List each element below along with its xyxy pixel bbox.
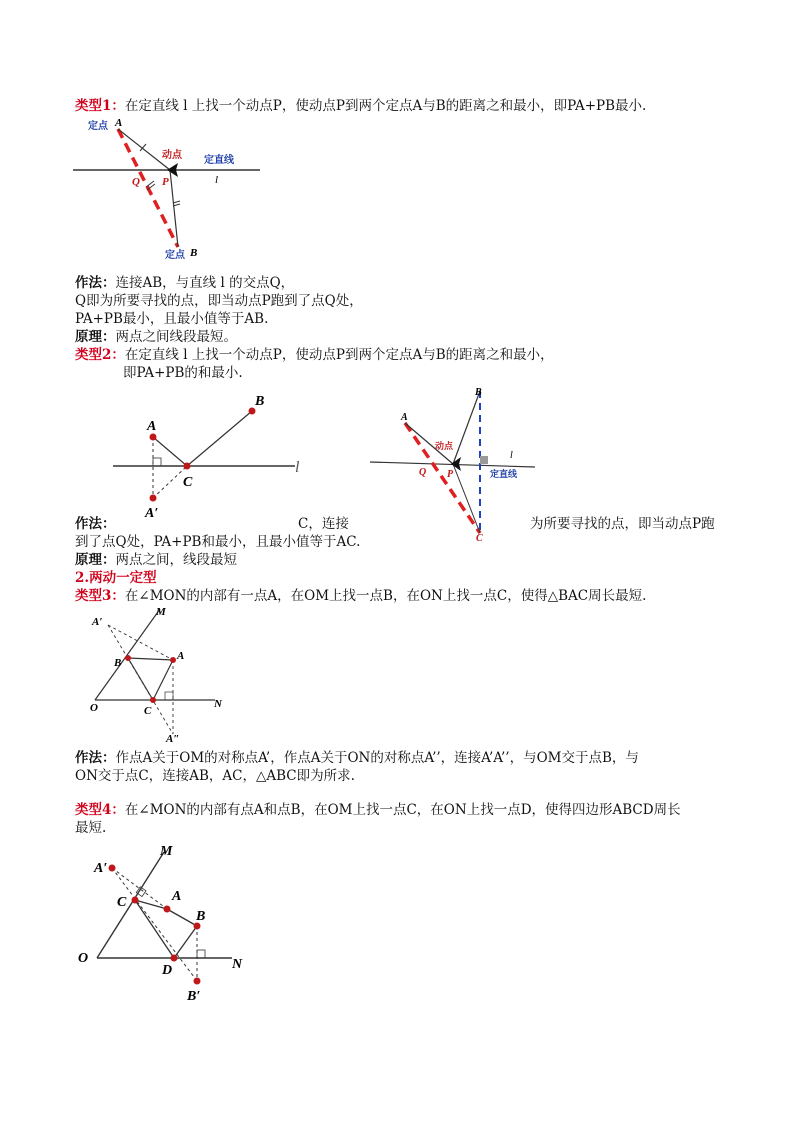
label-o: O: [90, 702, 98, 714]
label-m: M: [160, 844, 173, 859]
label-fixed-point-a: 定点: [88, 121, 108, 132]
point-a: [164, 906, 171, 913]
segment-ba: [128, 658, 173, 660]
label-l: l: [510, 450, 513, 461]
label-d: D: [162, 963, 173, 978]
label-a: A: [177, 650, 185, 662]
label-m: M: [156, 606, 166, 618]
type2-label: 类型2：: [75, 347, 125, 363]
type2-method-fragment-b: 为所要寻找的点，即当动点P跑: [530, 516, 715, 532]
type4-figure: [72, 838, 252, 1003]
segment-pb: [453, 391, 480, 464]
segment-bc: [128, 658, 153, 700]
segment-pc: [453, 464, 480, 533]
type1-method-line2: Q即为所要寻找的点，即当动点P跑到了点Q处，: [75, 293, 363, 309]
label-c: C: [476, 533, 483, 544]
label-c: C: [144, 705, 152, 717]
type3-method-line2: ON交于点C，连接AB，AC，△ABC即为所求.: [75, 768, 355, 784]
label-moving-point: 动点: [162, 150, 182, 161]
label-a-double-prime: A″: [166, 733, 180, 743]
segment-a-a1: [108, 625, 173, 660]
label-c: C: [183, 475, 193, 490]
type1-method-line1: [75, 274, 294, 292]
type1-method-label: 作法：: [75, 275, 116, 291]
type2-method-label: 作法：: [75, 516, 116, 532]
label-b: B: [475, 387, 482, 398]
point-a: [170, 657, 176, 663]
segment-ac: [153, 660, 173, 700]
label-a: A: [401, 412, 408, 423]
segment-ac-dashed: [405, 423, 480, 533]
type4-text2: 最短.: [75, 820, 107, 836]
label-a: A: [147, 419, 157, 434]
label-l: l: [295, 459, 300, 476]
segment-ac: [153, 437, 187, 466]
type2-method-line1: [75, 515, 116, 533]
point-d: [171, 955, 178, 962]
type4-label: 类型4：: [75, 802, 125, 818]
type1-text: 在定直线 l 上找一个动点P，使动点P到两个定点A与B的距离之和最小，即PA+PB最小.: [124, 98, 647, 114]
point-a-prime: [109, 865, 116, 872]
type1-figure: [70, 115, 270, 270]
point-b: [125, 655, 131, 661]
type3-text: 在∠MON的内部有一点A，在OM上找一点B，在ON上找一点C，使得△BAC周长最短.: [124, 588, 647, 604]
type1-principle-text: 两点之间线段最短。: [115, 329, 237, 345]
type4-heading: [75, 801, 681, 819]
type1-heading: [75, 97, 646, 115]
segment-ab-dashed: [118, 129, 178, 247]
right-angle-mark: [165, 692, 173, 700]
label-b: B: [114, 657, 122, 669]
segment-a-prime-c: [153, 466, 187, 498]
type2-text2: 即PA+PB的和最小.: [123, 365, 243, 381]
point-b-prime: [194, 978, 201, 985]
label-b: B: [190, 247, 198, 259]
type1-principle: [75, 328, 237, 346]
label-a: A: [172, 889, 182, 904]
label-p: P: [162, 176, 169, 188]
label-q: Q: [132, 176, 140, 188]
type3-method-line1: [75, 749, 639, 767]
segment-cb: [187, 411, 252, 466]
label-b-prime: B′: [187, 989, 201, 1003]
type2-right-figure: [365, 385, 540, 545]
type2-method-line2: 到了点Q处，PA+PB和最小，且最小值等于AC.: [75, 534, 361, 550]
label-o: O: [78, 951, 89, 966]
type2-left-figure: [105, 390, 320, 520]
right-angle-mark: [153, 458, 161, 466]
type3-label: 类型3：: [75, 588, 125, 604]
point-c: [184, 463, 191, 470]
label-a: A: [115, 117, 123, 129]
type1-method-line3: PA+PB最小，且最小值等于AB.: [75, 311, 269, 327]
type1-method-text: 连接AB，与直线 l 的交点Q，: [115, 275, 295, 291]
label-b: B: [196, 909, 206, 924]
label-a-prime: A′: [94, 861, 108, 876]
label-b: B: [255, 394, 265, 409]
label-moving-point: 动点: [435, 441, 454, 451]
section2-title: 2.两动一定型: [75, 570, 157, 586]
label-n: N: [214, 698, 222, 710]
label-fixed-line: 定直线: [204, 155, 234, 166]
type4-text1: 在∠MON的内部有点A和点B，在OM上找一点C，在ON上找一点D，使得四边形ABCD周长: [124, 802, 681, 818]
type2-heading: [75, 346, 554, 364]
label-fixed-point-b: 定点: [165, 250, 185, 261]
label-p: P: [447, 469, 454, 480]
label-n: N: [232, 957, 243, 972]
point-a: [150, 434, 157, 441]
label-a-prime: A′: [145, 506, 159, 520]
type3-figure: [80, 603, 240, 743]
point-c: [132, 897, 139, 904]
type2-method-fragment-a: C，连接: [298, 516, 349, 532]
type3-method-label: 作法：: [75, 750, 116, 766]
type2-principle-label: 原理：: [75, 552, 116, 568]
point-c: [150, 697, 156, 703]
type2-principle: [75, 551, 237, 569]
ray-om: [95, 609, 160, 700]
right-angle-mark: [480, 456, 488, 464]
type1-principle-label: 原理：: [75, 329, 116, 345]
type2-text1: 在定直线 l 上找一个动点P，使动点P到两个定点A与B的距离之和最小，: [124, 347, 554, 363]
type3-method-text1: 作点A关于OM的对称点A’，作点A关于ON的对称点A’’，连接A’A’’，与OM交于点B，与: [115, 750, 639, 766]
tick-mark: [173, 201, 180, 203]
label-fixed-line: 定直线: [490, 469, 518, 479]
label-a-prime: A′: [92, 616, 103, 628]
type1-label: 类型1：: [75, 98, 125, 114]
label-l: l: [215, 174, 219, 186]
point-a-prime: [150, 495, 157, 502]
label-c: C: [117, 895, 127, 910]
label-q: Q: [419, 467, 427, 478]
type2-principle-text: 两点之间，线段最短: [115, 552, 237, 568]
